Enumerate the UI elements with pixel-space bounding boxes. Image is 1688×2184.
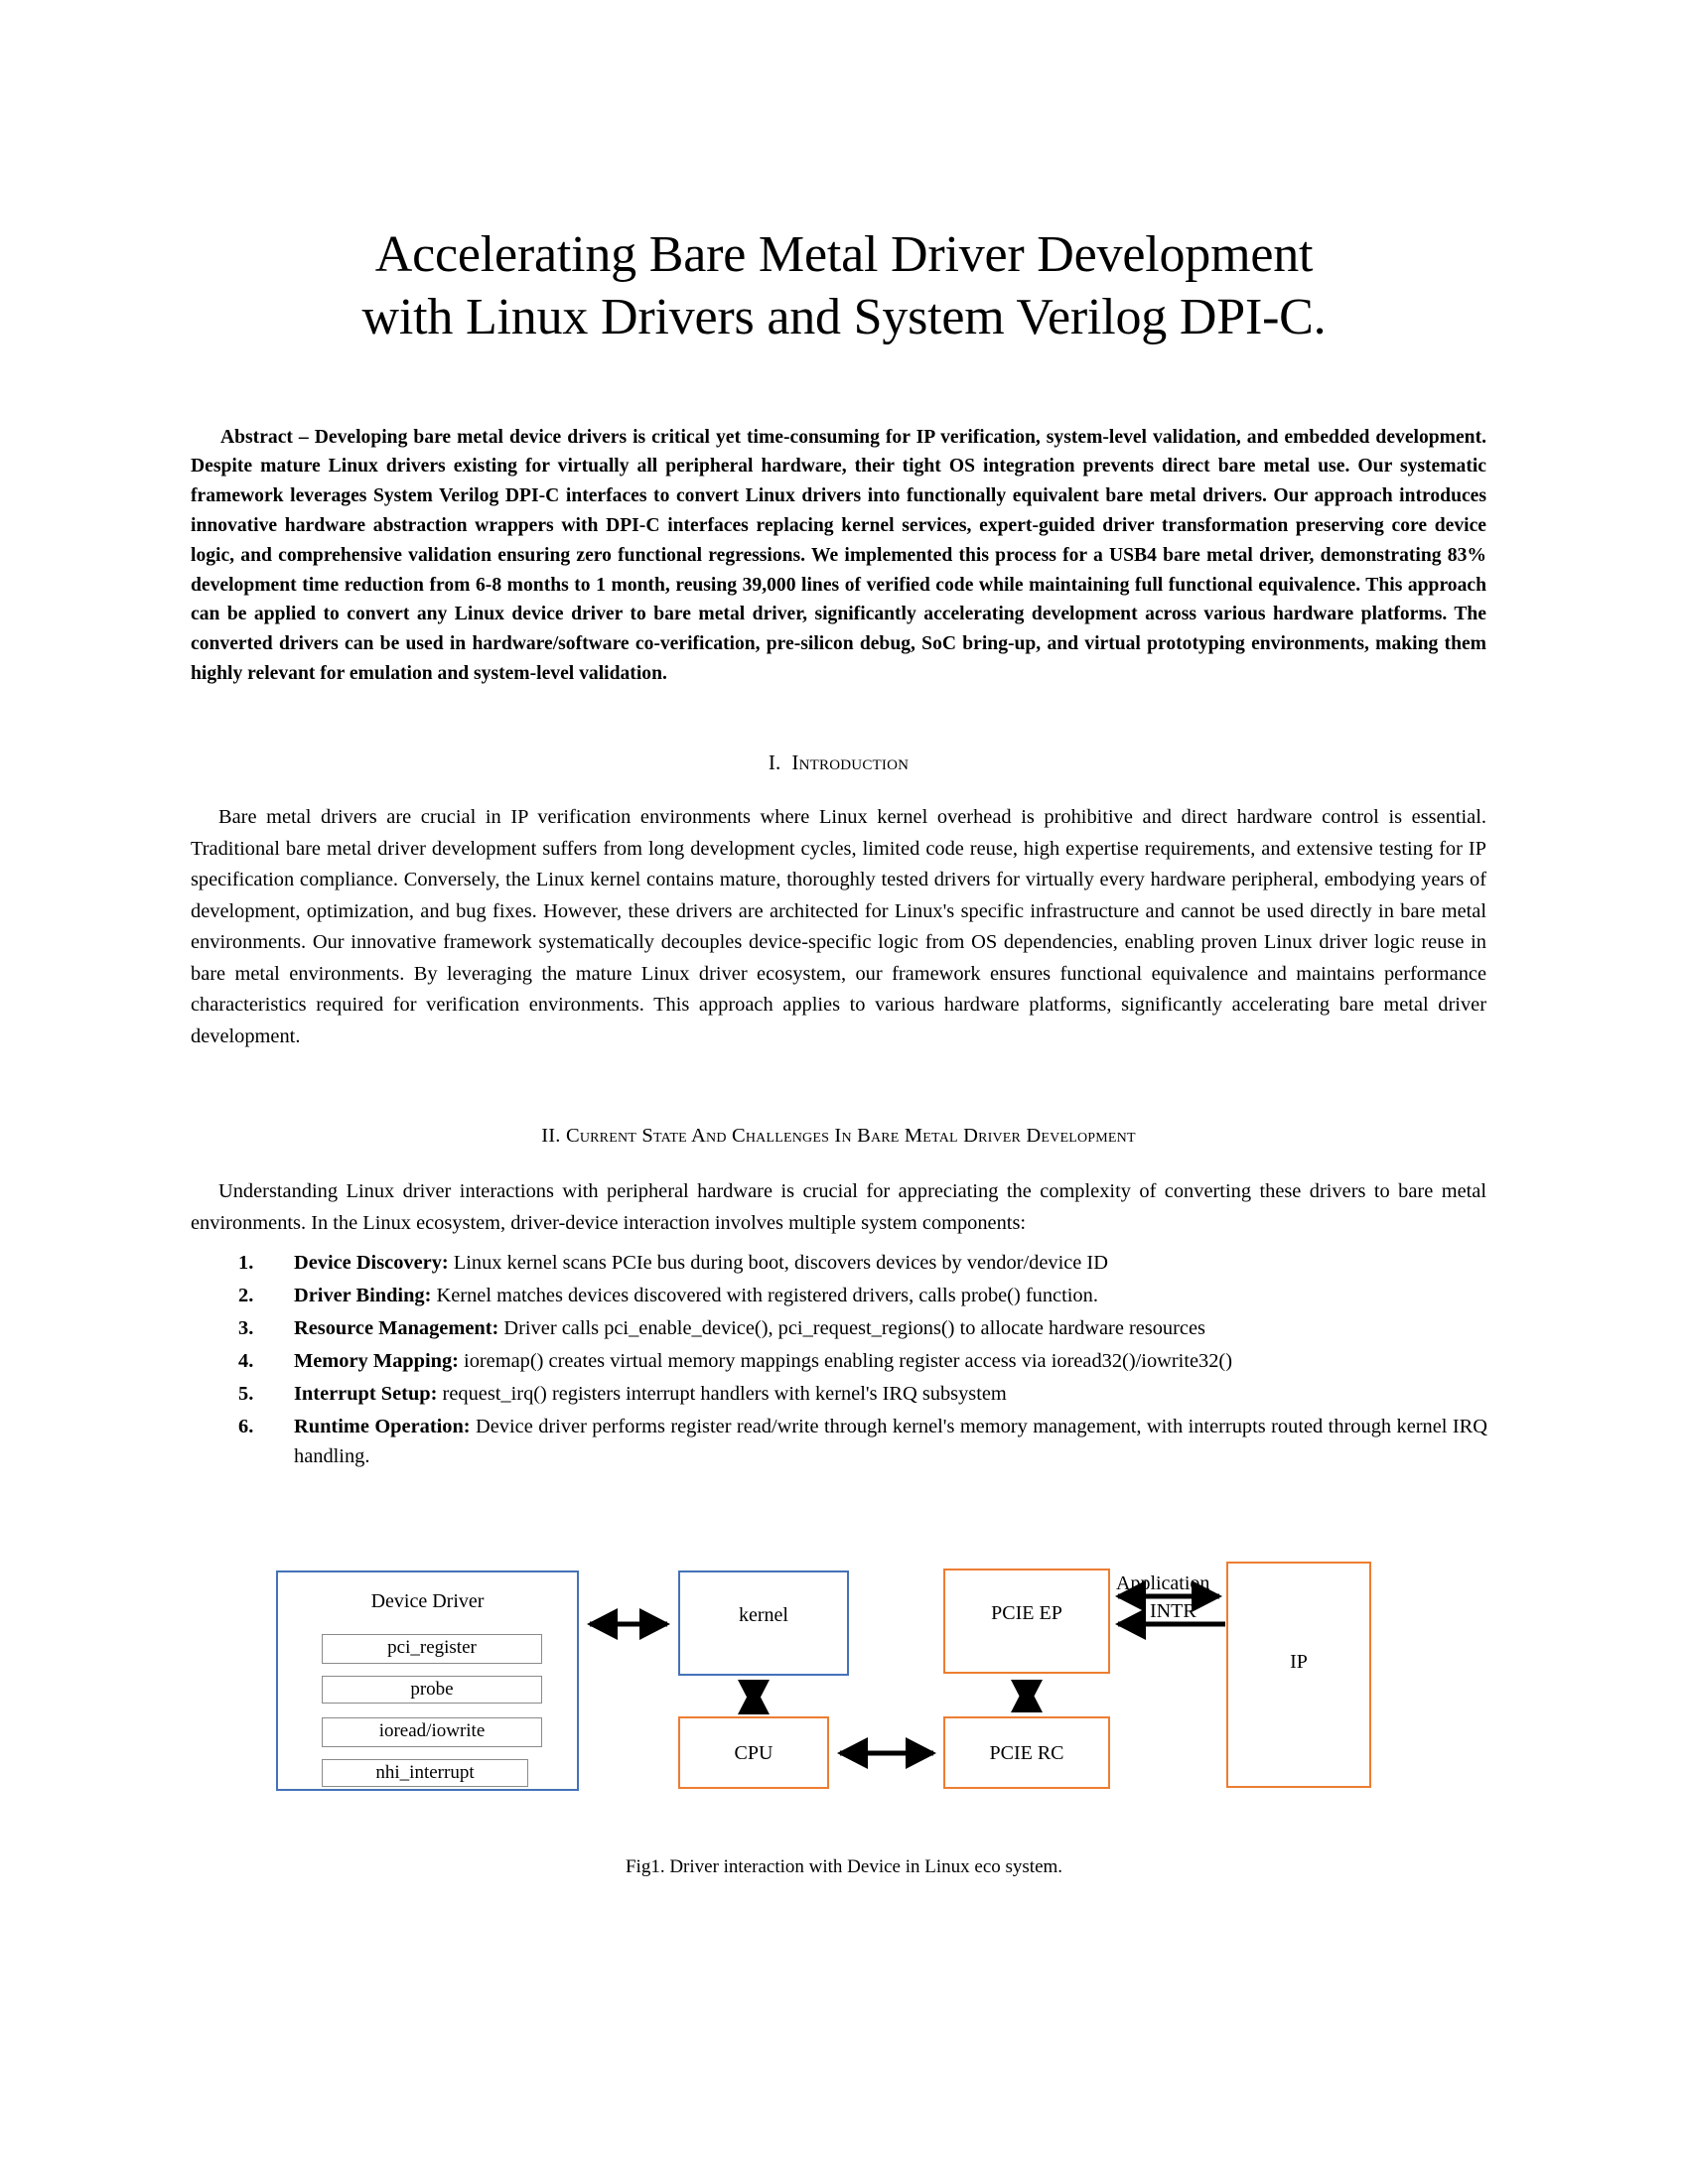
intr-arrow-label: INTR [1150, 1600, 1196, 1622]
cpu-label: CPU [734, 1742, 774, 1764]
section-number-1: I. [768, 751, 781, 774]
section-title-1: Introduction [791, 751, 910, 774]
list-item-marker: 4. [238, 1349, 254, 1372]
cpu-box [678, 1716, 829, 1789]
kernel-box [678, 1570, 849, 1676]
list-item-term: Resource Management: [294, 1316, 499, 1339]
list-item-description: request_irq() registers interrupt handlers with kernel's IRQ subsystem [437, 1382, 1007, 1405]
figure-caption: Fig1. Driver interaction with Device in Linux eco system. [625, 1856, 1063, 1877]
diagram-canvas [0, 1549, 1688, 1827]
list-item-marker: 1. [238, 1252, 254, 1274]
section-heading-current-state [191, 1125, 1486, 1148]
current-state-paragraph: Understanding Linux driver interactions with peripheral hardware is crucial for appreciating the complexity of converting these drivers to bare metal environments. In the Linux ecosystem, driver-device interaction involves multiple system components: [191, 1180, 1486, 1234]
list-item-marker: 2. [238, 1284, 254, 1306]
list-item [234, 1413, 1487, 1472]
list-item-term: Device Discovery: [294, 1252, 449, 1274]
introduction-paragraph: Bare metal drivers are crucial in IP verification environments where Linux kernel overhead is prohibitive and direct hardware control is essential. Traditional bare metal driver development suffers from long development cycles, limited code reuse, high expertise requirements, and extensive testing for IP specification compliance. Conversely, the Linux kernel contains mature, thoroughly tested drivers for virtually every hardware peripheral, embodying years of development, optimization, and bug fixes. However, these drivers are architected for Linux's specific infrastructure and cannot be used directly in bare metal environments. Our innovative framework systematically decouples device-specific logic from OS dependencies, enabling proven Linux driver logic reuse in bare metal environments. By leveraging the mature Linux driver ecosystem, our framework ensures functional equivalence and maintains performance characteristics required for verification environments. This approach applies to various hardware platforms, significantly accelerating bare metal driver development. [191, 806, 1486, 1047]
list-item-description: Driver calls pci_enable_device(), pci_request_regions() to allocate hardware resources [498, 1316, 1205, 1339]
list-item-description: Device driver performs register read/write through kernel's memory management, with interrupts routed through kernel IRQ handling. [294, 1415, 1487, 1467]
list-item [234, 1380, 1487, 1410]
list-item-marker: 6. [238, 1415, 254, 1437]
list-item [234, 1249, 1487, 1279]
subbox-pci-register: pci_register [322, 1634, 542, 1664]
device-driver-label: Device Driver [370, 1590, 485, 1612]
abstract-paragraph: Abstract – Developing bare metal device drivers is critical yet time-consuming for IP verification, system-level validation, and embedded development. Despite mature Linux drivers existing for virtually all peripheral hardware, their tight OS integration prevents direct bare metal use. Our systematic framework leverages System Verilog DPI-C interfaces to convert Linux drivers into functionally equivalent bare metal drivers. Our approach introduces innovative hardware abstraction wrappers with DPI-C interfaces replacing kernel services, expert-guided driver transformation preserving core device logic, and comprehensive validation ensuring zero functional regressions. We implemented this process for a USB4 bare metal driver, demonstrating 83% development time reduction from 6-8 months to 1 month, reusing 39,000 lines of verified code while maintaining full functional equivalence. This approach can be applied to convert any Linux device driver to bare metal driver, significantly accelerating development across various hardware platforms. The converted drivers can be used in hardware/software co-verification, pre-silicon debug, SoC bring-up, and virtual prototyping environments, making them highly relevant for emulation and system-level validation. [191, 426, 1486, 684]
figure-1 [0, 1549, 1688, 1906]
kernel-label: kernel [739, 1604, 788, 1626]
list-item-term: Memory Mapping: [294, 1349, 459, 1372]
list-item-term: Interrupt Setup: [294, 1382, 438, 1405]
device-driver-box [276, 1570, 579, 1791]
list-item [234, 1314, 1487, 1344]
list-item-marker: 3. [238, 1316, 254, 1339]
application-arrow-label: Application [1116, 1572, 1210, 1594]
list-item-description: Kernel matches devices discovered with registered drivers, calls probe() function. [431, 1284, 1098, 1306]
pcie-rc-label: PCIE RC [989, 1742, 1064, 1764]
list-item-description: Linux kernel scans PCIe bus during boot, discovers devices by vendor/device ID [448, 1252, 1108, 1274]
pcie-ep-box [943, 1569, 1110, 1674]
section-heading-introduction [191, 751, 1486, 775]
ip-label: IP [1290, 1651, 1308, 1673]
subbox-ioread-iowrite: ioread/iowrite [322, 1717, 542, 1747]
system-components-list [234, 1249, 1487, 1475]
subbox-probe: probe [322, 1676, 542, 1704]
title-line-2: with Linux Drivers and System Verilog DPI-C. [361, 289, 1327, 346]
list-item-term: Runtime Operation: [294, 1415, 471, 1437]
list-item-term: Driver Binding: [294, 1284, 432, 1306]
pcie-rc-box [943, 1716, 1110, 1789]
ip-box [1226, 1562, 1371, 1788]
list-item [234, 1347, 1487, 1377]
section-number-2: II. [541, 1125, 561, 1147]
title-line-1: Accelerating Bare Metal Driver Development [374, 225, 1314, 283]
list-item-description: ioremap() creates virtual memory mappings enabling register access via ioread32()/iowrite32() [458, 1349, 1233, 1372]
section-title-2: Current State And Challenges In Bare Metal Driver Development [565, 1125, 1136, 1147]
list-item [234, 1282, 1487, 1311]
pcie-ep-label: PCIE EP [991, 1602, 1062, 1624]
page-title [169, 223, 1519, 349]
subbox-nhi-interrupt: nhi_interrupt [322, 1759, 528, 1787]
list-item-marker: 5. [238, 1382, 254, 1405]
